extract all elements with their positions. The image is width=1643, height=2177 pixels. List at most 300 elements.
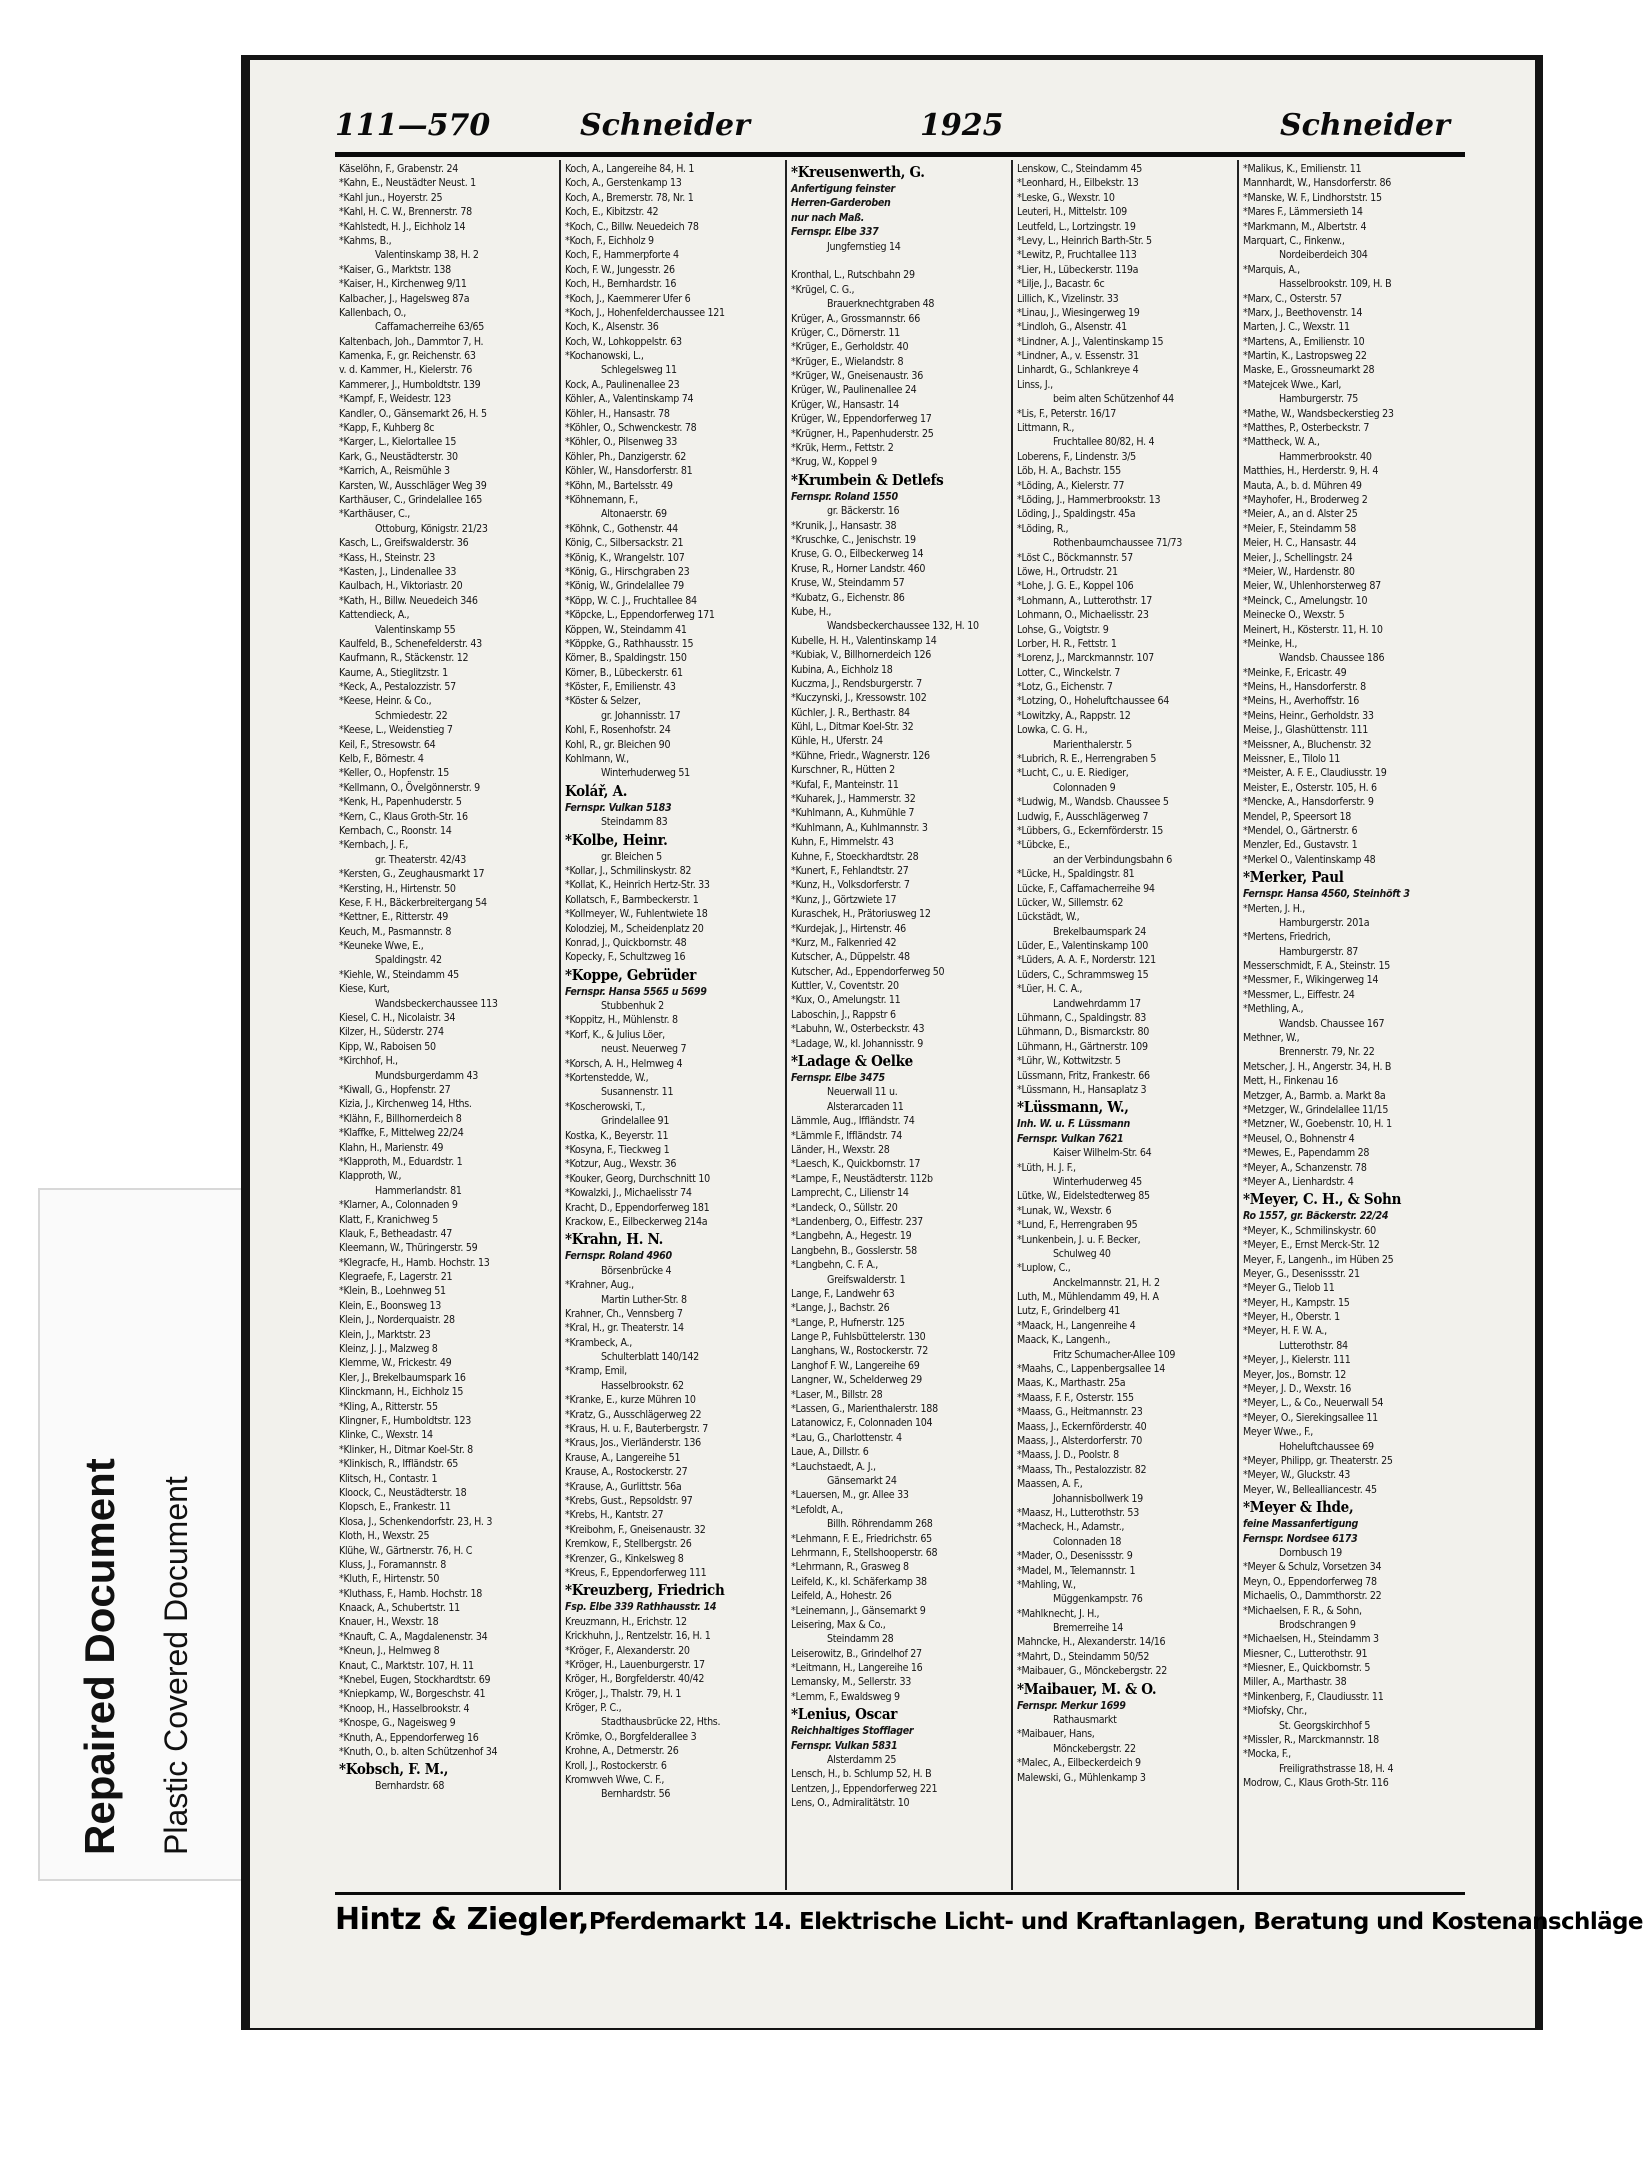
- directory-entry: Koch, W., Lohkoppelstr. 63: [565, 335, 682, 348]
- directory-entry: Kizia, J., Kirchenweg 14, Hths.: [339, 1098, 472, 1111]
- directory-column-5: [1239, 160, 1465, 1890]
- directory-entry: *Krunik, J., Hansastr. 38: [791, 519, 897, 532]
- directory-entry: Greifswalderstr. 1: [827, 1273, 906, 1286]
- page-header: [250, 100, 1535, 160]
- directory-entry: *Minkenberg, F., Claudiusstr. 11: [1243, 1690, 1384, 1703]
- directory-entry: *Meyer, E., Ernst Merck-Str. 12: [1243, 1239, 1380, 1252]
- directory-entry: Maass, J., Alsterdorferstr. 70: [1017, 1434, 1142, 1447]
- directory-entry: *Kurdejak, J., Hirtenstr. 46: [791, 922, 906, 935]
- directory-entry: *Koch, C., Billw. Neuedeich 78: [565, 220, 699, 233]
- directory-entry: *Karthäuser, C.,: [339, 508, 410, 521]
- directory-entry: Kostka, K., Beyerstr. 11: [565, 1129, 669, 1142]
- directory-entry: *Koch, J., Hohenfelderchaussee 121: [565, 306, 725, 319]
- directory-entry: *Kniepkamp, W., Borgeschstr. 41: [339, 1688, 486, 1701]
- directory-entry: *Meyer, H., Kampstr. 15: [1243, 1296, 1350, 1309]
- directory-entry: Brekelbaumspark 24: [1053, 925, 1147, 938]
- directory-entry: Matthies, H., Herderstr. 9, H. 4: [1243, 465, 1379, 478]
- directory-entry: Kollatsch, F., Barmbeckerstr. 1: [565, 893, 699, 906]
- directory-entry: *Meyer, K., Schmilinskystr. 60: [1243, 1224, 1376, 1237]
- directory-entry: Brodschrangen 9: [1279, 1618, 1356, 1631]
- directory-entry: Kruse, R., Horner Landstr. 460: [791, 562, 926, 575]
- directory-entry: *Matejcek Wwe., Karl,: [1243, 378, 1342, 391]
- directory-entry: Kiese, Kurt,: [339, 983, 390, 996]
- directory-entry: *Klaffke, F., Mittelweg 22/24: [339, 1127, 464, 1140]
- directory-entry: Wandsbeckerchaussee 113: [375, 997, 498, 1010]
- directory-entry: *Krug, W., Koppel 9: [791, 456, 877, 469]
- directory-entry: Laue, A., Dillstr. 6: [791, 1446, 869, 1459]
- directory-entry: Klein, J., Marktstr. 23: [339, 1328, 431, 1341]
- directory-entry: *Lefoldt, A.,: [791, 1503, 843, 1516]
- directory-entry: Kattendieck, A.,: [339, 609, 410, 622]
- directory-entry: *Luplow, C.,: [1017, 1262, 1071, 1275]
- directory-entry: Rathausmarkt: [1053, 1714, 1117, 1727]
- directory-entry: Kipp, W., Raboisen 50: [339, 1040, 436, 1053]
- directory-entry: *Leonhard, H., Eilbekstr. 13: [1017, 177, 1139, 190]
- directory-entry: Kruse, G. O., Eilbeckerweg 14: [791, 548, 924, 561]
- directory-entry: *Kahn, E., Neustädter Neust. 1: [339, 177, 476, 190]
- directory-entry: Kurschner, R., Hütten 2: [791, 764, 895, 777]
- directory-entry: Lemansky, M., Sellerstr. 33: [791, 1676, 911, 1689]
- directory-entry: Kroll, J., Rostockerstr. 6: [565, 1759, 667, 1772]
- directory-entry: *Maass, G., Heitmannstr. 23: [1017, 1406, 1143, 1419]
- directory-entry: *Kramp, Emil,: [565, 1365, 627, 1378]
- directory-entry: Klosa, J., Schenkendorfstr. 23, H. 3: [339, 1515, 493, 1528]
- directory-entry: *Meinck, C., Amelungstr. 10: [1243, 594, 1368, 607]
- directory-entry: Reichhaltiges Stofflager: [791, 1725, 914, 1738]
- directory-entry: Miller, A., Marthastr. 38: [1243, 1676, 1347, 1689]
- running-head-left: Schneider: [580, 108, 750, 143]
- directory-entry: *Lange, J., Bachstr. 26: [791, 1302, 890, 1315]
- page-year: 1925: [920, 108, 1004, 143]
- directory-entry: Kleemann, W., Thüringerstr. 59: [339, 1242, 478, 1255]
- directory-entry: *Mattheck, W. A.,: [1243, 436, 1320, 449]
- directory-entry: Inh. W. u. F. Lüssmann: [1017, 1118, 1130, 1131]
- directory-entry: nur nach Maß.: [791, 211, 865, 224]
- directory-entry: *Kühne, Friedr., Wagnerstr. 126: [791, 749, 930, 762]
- directory-entry: *Köpcke, L., Eppendorferweg 171: [565, 609, 715, 622]
- directory-entry: *Krügel, C. G.,: [791, 283, 855, 296]
- directory-entry: Brauerknechtgraben 48: [827, 298, 935, 311]
- directory-entry: Fsp. Elbe 339 Rathhausstr. 14: [565, 1601, 717, 1614]
- directory-entry: *König, W., Grindelallee 79: [565, 580, 684, 593]
- directory-entry: Anckelmannstr. 21, H. 2: [1053, 1276, 1160, 1289]
- directory-entry: Börsenbrücke 4: [601, 1264, 672, 1277]
- directory-entry: Fernspr. Roland 1550: [791, 490, 898, 503]
- directory-entry: *Mocka, F.,: [1243, 1748, 1291, 1761]
- directory-entry: Lotter, C., Winckelstr. 7: [1017, 666, 1121, 679]
- directory-entry: *Kreibohm, F., Gneisenaustr. 32: [565, 1523, 706, 1536]
- directory-entry: Schlegelsweg 11: [601, 364, 677, 377]
- directory-entry: *Mertens, Friedrich,: [1243, 931, 1331, 944]
- directory-entry: *Malikus, K., Emilienstr. 11: [1243, 163, 1362, 175]
- directory-entry: *Mewes, E., Papendamm 28: [1243, 1147, 1370, 1160]
- directory-entry: Lohse, G., Voigtstr. 9: [1017, 623, 1109, 636]
- directory-entry: *Lotz, G., Eichenstr. 7: [1017, 681, 1113, 694]
- directory-entry: *Lewitz, P., Fruchtallee 113: [1017, 249, 1137, 262]
- directory-entry: Koch, A., Gerstenkamp 13: [565, 177, 682, 190]
- directory-entry: *Kollat, K., Heinrich Hertz-Str. 33: [565, 879, 710, 892]
- directory-entry: *Keese, Heinr. & Co.,: [339, 695, 432, 708]
- directory-entry: *Klinkisch, R., Iffländstr. 65: [339, 1458, 459, 1471]
- directory-entry: Klingner, F., Humboldtstr. 123: [339, 1414, 472, 1427]
- directory-entry: *Lowitzky, A., Rappstr. 12: [1017, 709, 1131, 722]
- directory-entry: *Lüth, H. J. F.,: [1017, 1161, 1076, 1174]
- directory-entry: Kohl, F., Rosenhofstr. 24: [565, 724, 671, 737]
- directory-entry: Kröger, P. C.,: [565, 1702, 622, 1715]
- directory-entry: Käselöhn, F., Grabenstr. 24: [339, 163, 459, 175]
- directory-entry: *Kellmann, O., Övelgönnerstr. 9: [339, 781, 480, 794]
- directory-entry: Michaelis, O., Dammthorstr. 22: [1243, 1590, 1382, 1603]
- directory-entry: *Labuhn, W., Osterbeckstr. 43: [791, 1023, 925, 1036]
- directory-entry: Wandsbeckerchaussee 132, H. 10: [827, 620, 979, 633]
- directory-entry: Krahner, Ch., Vennsberg 7: [565, 1307, 683, 1320]
- directory-entry: Klapproth, W.,: [339, 1170, 402, 1183]
- directory-entry: Kohlmann, W.,: [565, 753, 629, 766]
- directory-entry: *Kruschke, C., Jenischstr. 19: [791, 533, 916, 546]
- directory-entry: Klahn, H., Marienstr. 49: [339, 1141, 444, 1154]
- directory-entry: Kiesel, C. H., Nicolaistr. 34: [339, 1012, 456, 1025]
- directory-entry: *Kröger, H., Lauenburgerstr. 17: [565, 1658, 705, 1671]
- directory-entry: Lühmann, D., Bismarckstr. 80: [1017, 1026, 1150, 1039]
- directory-entry: Marienthalerstr. 5: [1053, 738, 1132, 751]
- directory-entry: Leifeld, A., Hohestr. 26: [791, 1590, 892, 1603]
- directory-entry: Krohne, A., Detmerstr. 26: [565, 1745, 679, 1758]
- directory-entry: *Meier, W., Hardenstr. 80: [1243, 565, 1355, 578]
- directory-entry: Kalbacher, J., Hagelsweg 87a: [339, 292, 470, 305]
- directory-entry: Küchler, J. R., Berthastr. 84: [791, 706, 910, 719]
- directory-entry: *Lampe, F., Neustädterstr. 112b: [791, 1172, 933, 1185]
- directory-entry: *Meyer, Philipp, gr. Theaterstr. 25: [1243, 1454, 1393, 1467]
- directory-entry: [791, 254, 1009, 268]
- directory-entry: *Knuth, A., Eppendorferweg 16: [339, 1731, 479, 1744]
- directory-entry: Lüssmann, Fritz, Frankestr. 66: [1017, 1069, 1150, 1082]
- directory-entry: *Landenberg, O., Eiffestr. 237: [791, 1215, 923, 1228]
- directory-entry: Alsterdamm 25: [827, 1754, 897, 1767]
- directory-entry: *Kernbach, J. F.,: [339, 839, 408, 852]
- directory-entry: Lühmann, H., Gärtnerstr. 109: [1017, 1040, 1148, 1053]
- directory-entry: Kloock, C., Neustädterstr. 18: [339, 1486, 467, 1499]
- directory-entry: *Meins, Heinr., Gerholdstr. 33: [1243, 709, 1374, 722]
- directory-entry: Körner, B., Lübeckerstr. 61: [565, 666, 683, 679]
- directory-entry: Kler, J., Brekelbaumspark 16: [339, 1371, 466, 1384]
- directory-entry: Metscher, J. H., Angerstr. 34, H. B: [1243, 1060, 1392, 1073]
- directory-entry: Kremkow, F., Stellbergstr. 26: [565, 1538, 692, 1551]
- directory-entry: *Krumbein & Detlefs: [791, 470, 944, 489]
- directory-entry: Mönckebergstr. 22: [1053, 1742, 1136, 1755]
- directory-entry: *Kratz, G., Ausschlägerweg 22: [565, 1408, 702, 1421]
- directory-entry: Krause, A., Langereihe 51: [565, 1451, 681, 1464]
- directory-entry: Colonnaden 18: [1053, 1535, 1122, 1548]
- directory-entry: Messerschmidt, F. A., Steinstr. 15: [1243, 960, 1391, 973]
- directory-entry: *Krahn, H. N.: [565, 1230, 663, 1249]
- directory-entry: *Mader, O., Desenissstr. 9: [1017, 1550, 1133, 1563]
- directory-entry: Gänsemarkt 24: [827, 1474, 897, 1487]
- directory-entry: *Martens, A., Emilienstr. 10: [1243, 335, 1365, 348]
- directory-entry: Mendel, P., Speersort 18: [1243, 810, 1352, 823]
- directory-entry: Kubina, A., Eichholz 18: [791, 663, 893, 676]
- directory-entry: Bernhardstr. 56: [601, 1788, 671, 1801]
- directory-entry: Mauta, A., b. d. Mühren 49: [1243, 479, 1362, 492]
- directory-entry: Lohmann, O., Michaelisstr. 23: [1017, 609, 1149, 622]
- directory-entry: *Kenk, H., Papenhuderstr. 5: [339, 796, 462, 809]
- directory-entry: Jungfernstieg 14: [827, 240, 901, 253]
- directory-entry: *Kern, C., Klaus Groth-Str. 16: [339, 810, 468, 823]
- directory-entry: Kark, G., Neustädterstr. 30: [339, 450, 458, 463]
- directory-entry: Karthäuser, C., Grindelallee 165: [339, 493, 483, 506]
- directory-entry: Lämmle, Aug., Iffländstr. 74: [791, 1115, 915, 1128]
- directory-entry: Fruchtallee 80/82, H. 4: [1053, 436, 1155, 449]
- directory-entry: Littmann, R.,: [1017, 422, 1075, 435]
- directory-entry: *Lüssmann, H., Hansaplatz 3: [1017, 1084, 1147, 1096]
- directory-entry: *Messmer, L., Eiffestr. 24: [1243, 988, 1355, 1001]
- directory-entry: Kromwveh Wwe, C. F.,: [565, 1774, 665, 1787]
- directory-entry: *Krük, Herm., Fettstr. 2: [791, 442, 894, 455]
- directory-entry: *Lemm, F., Ewaldsweg 9: [791, 1690, 900, 1703]
- directory-entry: Knaut, C., Marktstr. 107, H. 11: [339, 1659, 474, 1672]
- directory-column-1: [335, 160, 561, 1890]
- directory-entry: *Laser, M., Billstr. 28: [791, 1388, 883, 1401]
- directory-entry: feine Massanfertigung: [1243, 1518, 1358, 1531]
- directory-entry: *Marquis, A.,: [1243, 263, 1300, 276]
- directory-entry: Kasch, L., Greifswalderstr. 36: [339, 537, 469, 550]
- directory-entry: *Kral, H., gr. Theaterstr. 14: [565, 1322, 684, 1335]
- directory-entry: Kese, F. H., Bäckerbreitergang 54: [339, 896, 487, 909]
- directory-entry: Langhof F. W., Langereihe 69: [791, 1359, 920, 1372]
- directory-entry: Marten, J. C., Wexstr. 11: [1243, 321, 1350, 334]
- directory-entry: *Kluthass, F., Hamb. Hochstr. 18: [339, 1587, 483, 1600]
- directory-entry: Köhler, Ph., Danzigerstr. 62: [565, 450, 687, 463]
- directory-entry: *Kettner, E., Ritterstr. 49: [339, 911, 449, 924]
- header-rule: [335, 152, 1465, 157]
- directory-entry: *Kath, H., Billw. Neuedeich 346: [339, 594, 478, 607]
- directory-entry: *Keese, L., Weidenstieg 7: [339, 724, 453, 737]
- directory-entry: Kopecky, F., Schultzweg 16: [565, 951, 686, 964]
- directory-entry: *Kersting, H., Hirtenstr. 50: [339, 882, 456, 895]
- directory-columns: [335, 160, 1465, 1890]
- directory-entry: Kuttler, V., Coventstr. 20: [791, 980, 899, 993]
- directory-entry: Kaume, A., Stieglitzstr. 1: [339, 666, 448, 679]
- directory-entry: *Kosyna, F., Tieckweg 1: [565, 1144, 670, 1156]
- directory-entry: Kracht, D., Eppendorferweg 181: [565, 1201, 710, 1214]
- directory-entry: Köhler, A., Valentinskamp 74: [565, 393, 694, 406]
- directory-entry: *Kunz, J., Görtzwiete 17: [791, 893, 897, 906]
- directory-entry: *Meyer, L., & Co., Neuerwall 54: [1243, 1397, 1384, 1410]
- directory-entry: *Lindner, A., v. Essenstr. 31: [1017, 350, 1139, 363]
- directory-entry: *Lämmle F., Iffländstr. 74: [791, 1129, 902, 1142]
- directory-entry: *Lubrich, R. E., Herrengraben 5: [1017, 753, 1157, 766]
- directory-entry: *Meyer, W., Gluckstr. 43: [1243, 1469, 1351, 1482]
- directory-entry: Malewski, G., Mühlenkamp 3: [1017, 1771, 1146, 1784]
- directory-entry: *Köhn, M., Bartelsstr. 49: [565, 479, 673, 492]
- directory-entry: Meinert, H., Kösterstr. 11, H. 10: [1243, 623, 1383, 636]
- directory-entry: *Keck, A., Pestalozzistr. 57: [339, 681, 456, 694]
- directory-entry: *Mahlknecht, J. H.,: [1017, 1607, 1100, 1620]
- directory-entry: Klemme, W., Frickestr. 49: [339, 1357, 452, 1370]
- directory-entry: *Krügner, H., Papenhuderstr. 25: [791, 427, 934, 440]
- directory-entry: *Knauft, C. A., Magdalenenstr. 34: [339, 1630, 488, 1643]
- directory-entry: Meyer Wwe., F.,: [1243, 1426, 1314, 1439]
- directory-entry: Koch, F., Hammerpforte 4: [565, 249, 679, 262]
- directory-entry: *Kufal, F., Manteinstr. 11: [791, 778, 899, 791]
- directory-entry: Kröger, J., Thalstr. 79, H. 1: [565, 1687, 682, 1700]
- directory-entry: Ludwig, F., Ausschlägerweg 7: [1017, 810, 1149, 823]
- directory-entry: *Messmer, F., Wikingerweg 14: [1243, 974, 1379, 987]
- directory-entry: *Merten, J. H.,: [1243, 902, 1305, 915]
- directory-entry: *Leske, G., Wexstr. 10: [1017, 191, 1115, 204]
- directory-entry: *Löst C., Böckmannstr. 57: [1017, 551, 1133, 564]
- directory-entry: *Malec, A., Eilbeckerdeich 9: [1017, 1757, 1141, 1770]
- directory-entry: Klinckmann, H., Eichholz 15: [339, 1386, 464, 1399]
- directory-entry: Meier, J., Schellingstr. 24: [1243, 551, 1353, 564]
- directory-entry: Valentinskamp 55: [375, 623, 456, 636]
- directory-entry: *Lehmann, F. E., Friedrichstr. 65: [791, 1532, 932, 1545]
- directory-entry: neust. Neuerweg 7: [601, 1043, 687, 1056]
- directory-entry: *Leitmann, H., Langereihe 16: [791, 1662, 923, 1675]
- directory-entry: Nordeiberdeich 304: [1279, 249, 1368, 262]
- directory-entry: *Meier, A., an d. Alster 25: [1243, 508, 1358, 521]
- directory-entry: Steindamm 83: [601, 816, 668, 829]
- directory-entry: Hasselbrookstr. 109, H. B: [1279, 278, 1392, 291]
- directory-entry: Bremerreihe 14: [1053, 1622, 1124, 1635]
- directory-entry: *Merker, Paul: [1243, 868, 1344, 887]
- directory-entry: Miesner, C., Lutterothstr. 91: [1243, 1647, 1368, 1660]
- directory-entry: Kandler, O., Gänsemarkt 26, H. 5: [339, 407, 487, 420]
- directory-entry: Susannenstr. 11: [601, 1086, 674, 1099]
- directory-entry: Krömke, O., Borgfelderallee 3: [565, 1730, 697, 1743]
- directory-entry: Kilzer, H., Süderstr. 274: [339, 1026, 444, 1039]
- directory-entry: *Mahling, W.,: [1017, 1578, 1076, 1591]
- page-range: 111—570: [335, 108, 491, 143]
- directory-entry: Kammerer, J., Humboldtstr. 139: [339, 378, 481, 391]
- directory-entry: *Koppe, Gebrüder: [565, 965, 697, 984]
- directory-entry: *Krambeck, A.,: [565, 1336, 632, 1349]
- directory-entry: *Keuneke Wwe, E.,: [339, 940, 424, 953]
- directory-entry: *Maass, Th., Pestalozzistr. 82: [1017, 1463, 1147, 1476]
- directory-entry: *Missler, R., Marckmannstr. 18: [1243, 1734, 1379, 1747]
- directory-entry: Billh. Röhrendamm 268: [827, 1518, 933, 1531]
- directory-entry: *Methling, A.,: [1243, 1003, 1304, 1016]
- directory-entry: Lutz, F., Grindelberg 41: [1017, 1305, 1121, 1318]
- directory-entry: *Krenzer, G., Kinkelsweg 8: [565, 1552, 684, 1565]
- directory-entry: gr. Bleichen 5: [601, 850, 662, 863]
- directory-entry: *Keller, O., Hopfenstr. 15: [339, 767, 449, 780]
- directory-entry: Kutscher, A., Düppelstr. 48: [791, 951, 910, 964]
- directory-entry: *Maibauer, Hans,: [1017, 1728, 1095, 1741]
- directory-entry: *Manske, W. F., Lindhorststr. 15: [1243, 191, 1382, 204]
- directory-entry: Köhler, W., Hansdorferstr. 81: [565, 465, 693, 478]
- directory-entry: *Lindner, A. J., Valentinskamp 15: [1017, 335, 1164, 348]
- directory-entry: Hoheluftchaussee 69: [1279, 1440, 1374, 1453]
- directory-entry: Kaufmann, R., Stäckenstr. 12: [339, 652, 469, 665]
- directory-entry: *Lorenz, J., Marckmannstr. 107: [1017, 652, 1154, 665]
- directory-entry: *Krebs, Gust., Repsoldstr. 97: [565, 1494, 693, 1507]
- directory-entry: *Meinke, F., Ericastr. 49: [1243, 666, 1347, 679]
- directory-entry: Fritz Schumacher-Allee 109: [1053, 1348, 1176, 1361]
- directory-entry: Ro 1557, gr. Bäckerstr. 22/24: [1243, 1210, 1389, 1223]
- directory-entry: *Lücke, H., Spaldingstr. 81: [1017, 868, 1135, 881]
- directory-entry: Fernspr. Nordsee 6173: [1243, 1532, 1358, 1545]
- directory-entry: *Merkel O., Valentinskamp 48: [1243, 853, 1376, 866]
- directory-entry: *Löding, J., Hammerbrookstr. 13: [1017, 493, 1161, 506]
- directory-entry: Methner, W.,: [1243, 1032, 1300, 1045]
- directory-entry: Lens, O., Admiralitätstr. 10: [791, 1797, 910, 1810]
- directory-entry: *Kurz, M., Falkenried 42: [791, 936, 897, 949]
- directory-entry: *Köhler, O., Schwenckestr. 78: [565, 422, 697, 435]
- directory-entry: *Maahs, C., Lappenbergsallee 14: [1017, 1363, 1166, 1376]
- directory-entry: *Knebel, Eugen, Stockhardtstr. 69: [339, 1674, 491, 1687]
- directory-entry: Mahncke, H., Alexanderstr. 14/16: [1017, 1636, 1166, 1649]
- directory-entry: Löwe, H., Ortrudstr. 21: [1017, 565, 1118, 578]
- directory-entry: Lücker, W., Sillemstr. 62: [1017, 896, 1124, 909]
- directory-entry: Mett, H., Finkenau 16: [1243, 1075, 1338, 1088]
- directory-entry: *Korf, K., & Julius Löer,: [565, 1028, 665, 1041]
- directory-entry: *Lübcke, E.,: [1017, 839, 1070, 852]
- directory-entry: *Miofsky, Chr.,: [1243, 1705, 1307, 1718]
- directory-entry: Knaack, A., Schubertstr. 11: [339, 1602, 460, 1615]
- directory-entry: *Kass, H., Steinstr. 23: [339, 551, 435, 564]
- directory-entry: Konrad, J., Quickbornstr. 48: [565, 936, 687, 949]
- directory-entry: *Lüssmann, W.,: [1017, 1098, 1129, 1117]
- directory-entry: *Kluth, F., Hirtenstr. 50: [339, 1573, 440, 1586]
- directory-entry: *Krüger, W., Gneisenaustr. 36: [791, 370, 923, 383]
- directory-entry: Meise, J., Glashüttenstr. 111: [1243, 724, 1368, 737]
- directory-entry: *Krüger, E., Wielandstr. 8: [791, 355, 904, 368]
- directory-entry: Colonnaden 9: [1053, 781, 1116, 794]
- directory-entry: *Lüer, H. C. A.,: [1017, 983, 1083, 996]
- directory-entry: *Klein, B., Loehnweg 51: [339, 1285, 446, 1298]
- directory-entry: Keil, F., Stresowstr. 64: [339, 738, 436, 751]
- directory-entry: Kallenbach, O.,: [339, 306, 406, 319]
- directory-entry: *Kotzur, Aug., Wexstr. 36: [565, 1158, 677, 1171]
- directory-entry: *Lis, F., Peterstr. 16/17: [1017, 407, 1117, 420]
- directory-entry: *Krüger, E., Gerholdstr. 40: [791, 341, 909, 354]
- directory-entry: *Lühr, W., Kottwitzstr. 5: [1017, 1055, 1121, 1068]
- directory-entry: Krüger, A., Grossmannstr. 66: [791, 312, 920, 325]
- directory-entry: Kreuzmann, H., Erichstr. 12: [565, 1615, 687, 1628]
- directory-entry: Leisering, Max & Co.,: [791, 1618, 886, 1631]
- directory-entry: *Kowalzki, J., Michaelisstr 74: [565, 1187, 692, 1200]
- directory-entry: *Köhnemann, F.,: [565, 493, 638, 506]
- directory-entry: Lange, F., Landwehr 63: [791, 1287, 895, 1300]
- directory-entry: *König, K., Wrangelstr. 107: [565, 551, 685, 564]
- directory-entry: *Klarner, A., Colonnaden 9: [339, 1199, 458, 1212]
- directory-entry: *Kuczynski, J., Kressowstr. 102: [791, 692, 927, 705]
- directory-entry: *Maibauer, G., Mönckebergstr. 22: [1017, 1665, 1167, 1678]
- directory-entry: *Kaiser, G., Marktstr. 138: [339, 263, 451, 276]
- directory-entry: Meyer, W., Bellealliancestr. 45: [1243, 1483, 1377, 1496]
- directory-entry: *Koscherowski, T.,: [565, 1100, 646, 1113]
- directory-entry: *Kreusenwerth, G.: [791, 163, 925, 181]
- directory-entry: *Ladage & Oelke: [791, 1052, 913, 1071]
- directory-entry: Meier, W., Uhlenhorsterweg 87: [1243, 580, 1381, 593]
- directory-entry: *Krause, A., Gurlittstr. 56a: [565, 1480, 682, 1493]
- directory-entry: Kluss, J., Foramannstr. 8: [339, 1558, 446, 1571]
- directory-entry: Laboschin, J., Rappstr 6: [791, 1008, 896, 1021]
- directory-entry: *Kranke, E., kurze Mühren 10: [565, 1394, 696, 1407]
- footer-rule: [335, 1892, 1465, 1895]
- directory-entry: Fernspr. Vulkan 5831: [791, 1739, 898, 1752]
- footer-advertisement: [335, 1902, 1643, 1952]
- directory-entry: Löding, J., Spaldingstr. 45a: [1017, 508, 1136, 521]
- directory-entry: Meyer, G., Desenissstr. 21: [1243, 1267, 1360, 1280]
- directory-entry: *Krahner, Aug.,: [565, 1279, 634, 1292]
- directory-entry: Kutscher, Ad., Eppendorferweg 50: [791, 965, 945, 978]
- directory-entry: Hamburgerstr. 201a: [1279, 916, 1370, 929]
- directory-entry: Wandsb. Chaussee 186: [1279, 652, 1385, 665]
- directory-entry: Kubelle, H. H., Valentinskamp 14: [791, 634, 937, 647]
- directory-entry: Langner, W., Schelderweg 29: [791, 1374, 922, 1387]
- directory-entry: Müggenkampstr. 76: [1053, 1593, 1143, 1606]
